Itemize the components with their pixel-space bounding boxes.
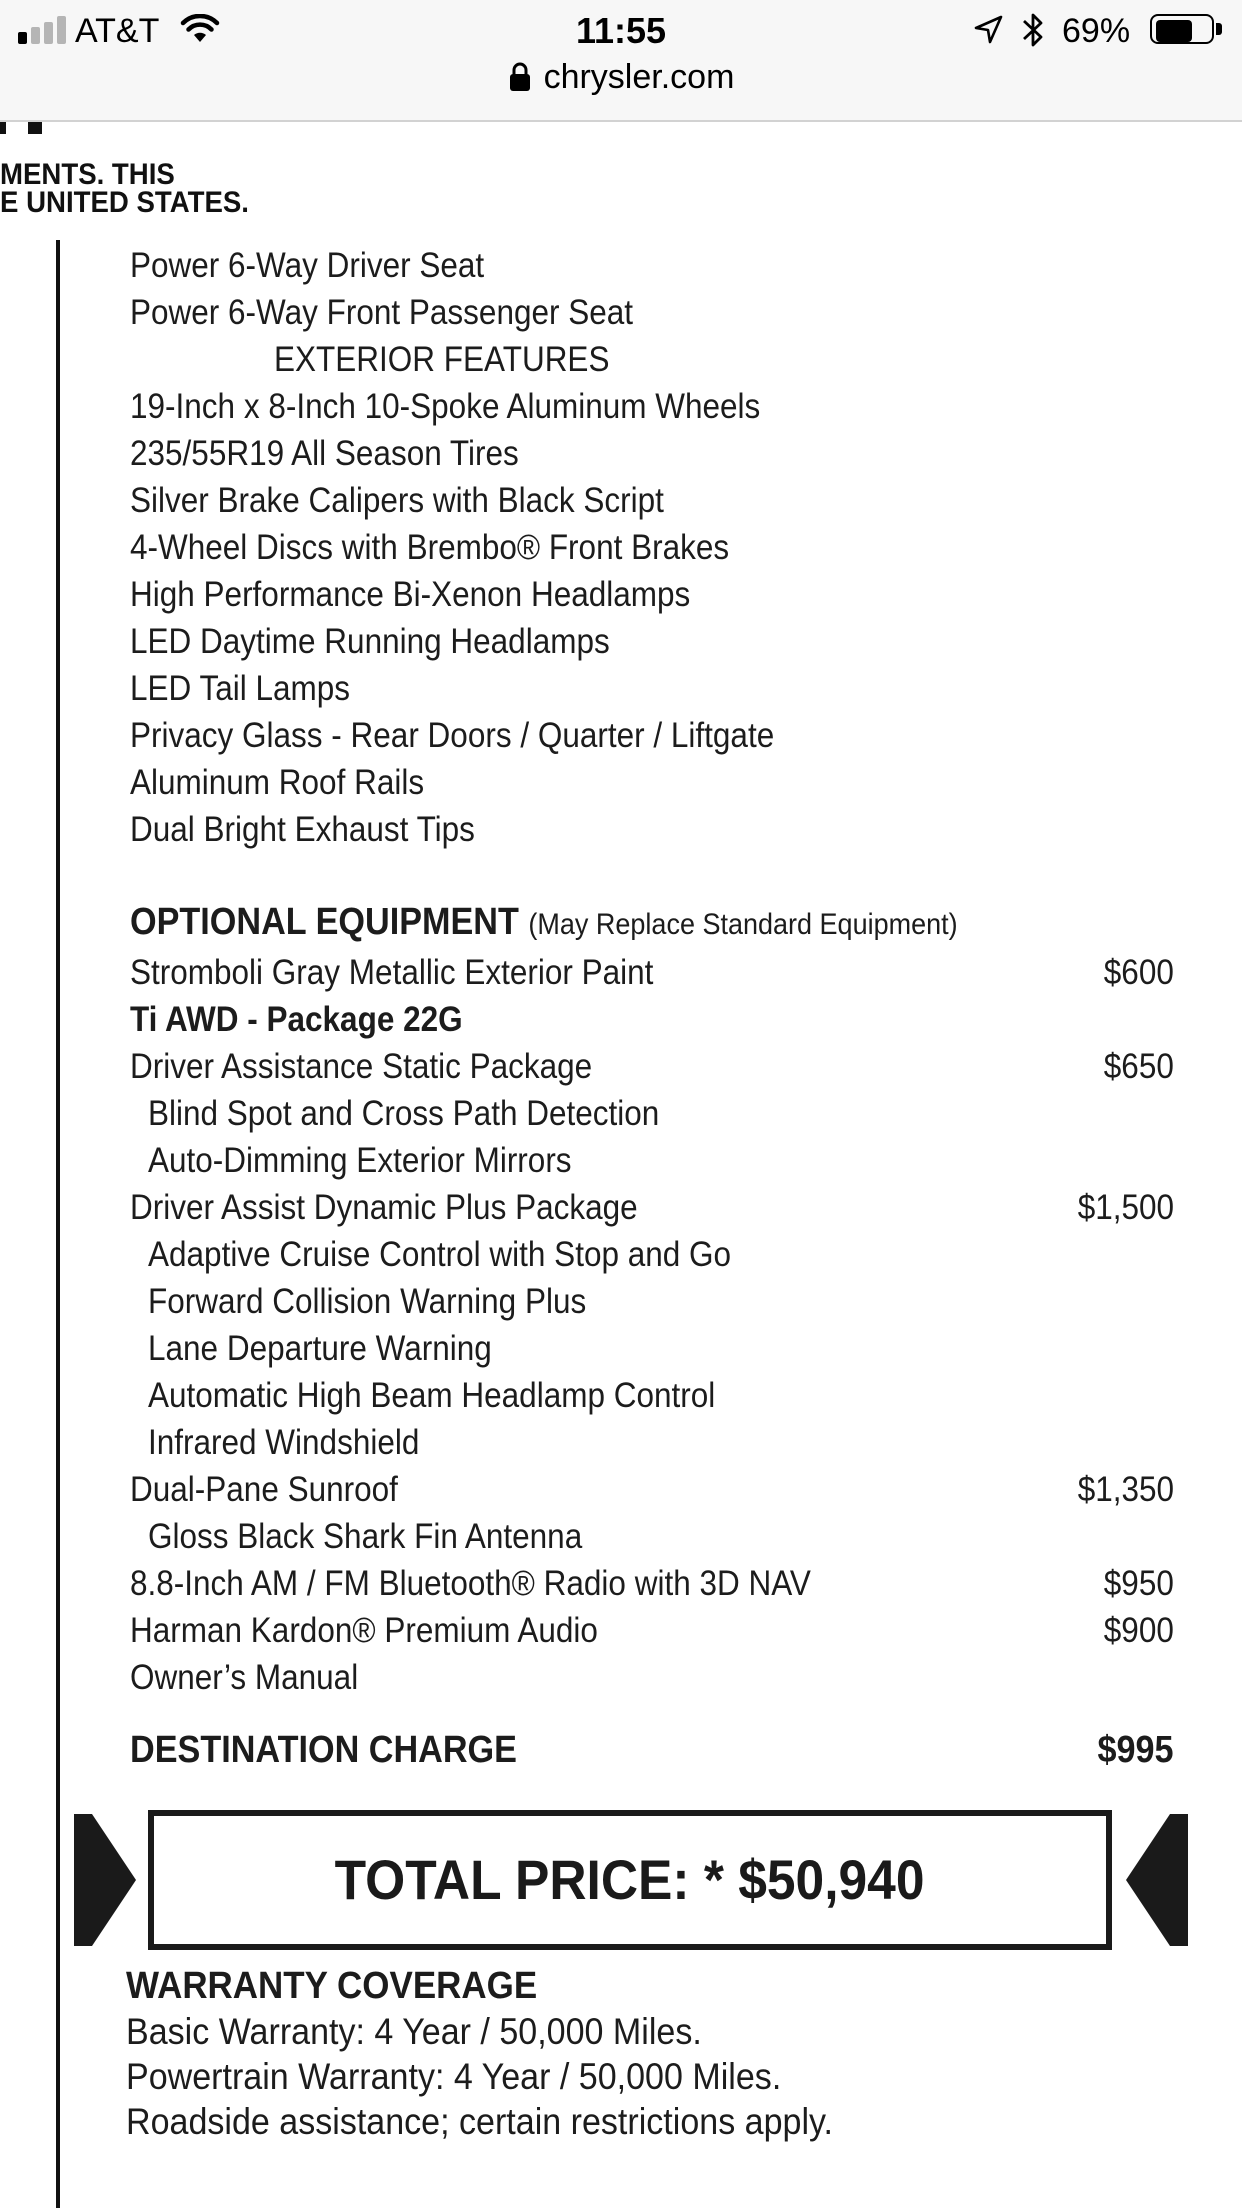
address-bar[interactable] xyxy=(0,58,1242,104)
option-line: Dual-Pane Sunroof xyxy=(130,1470,398,1509)
feature-line: Power 6-Way Driver Seat xyxy=(130,246,485,285)
option-line: Harman Kardon® Premium Audio xyxy=(130,1611,598,1650)
total-price-box xyxy=(148,1810,1112,1950)
option-price: $900 xyxy=(1103,1611,1174,1650)
option-subline: Adaptive Cruise Control with Stop and Go xyxy=(148,1235,732,1274)
feature-line: LED Daytime Running Headlamps xyxy=(130,622,610,661)
destination-charge-price: $995 xyxy=(1097,1729,1174,1771)
feature-line: 4-Wheel Discs with Brembo® Front Brakes xyxy=(130,528,730,567)
total-price: TOTAL PRICE: * $50,940 xyxy=(335,1848,925,1911)
browser-chrome xyxy=(0,0,1242,122)
destination-charge-label: DESTINATION CHARGE xyxy=(130,1729,517,1771)
option-line: Stromboli Gray Metallic Exterior Paint xyxy=(130,953,654,992)
package-heading: Ti AWD - Package 22G xyxy=(130,1000,463,1039)
feature-line: Dual Bright Exhaust Tips xyxy=(130,810,475,849)
option-line: Owner’s Manual xyxy=(130,1658,359,1697)
battery-fill xyxy=(1156,20,1192,42)
option-line: Driver Assist Dynamic Plus Package xyxy=(130,1188,638,1227)
option-subline: Forward Collision Warning Plus xyxy=(148,1282,587,1321)
feature-line: 235/55R19 All Season Tires xyxy=(130,434,519,473)
section-heading-optional xyxy=(130,902,958,945)
option-price: $650 xyxy=(1103,1047,1174,1086)
left-border-rule xyxy=(56,240,60,2208)
option-subline: Lane Departure Warning xyxy=(148,1329,492,1368)
option-price: $1,350 xyxy=(1077,1470,1174,1509)
option-price: $600 xyxy=(1103,953,1174,992)
cut-header-line: E UNITED STATES. xyxy=(0,186,249,219)
feature-line: Silver Brake Calipers with Black Script xyxy=(130,481,664,520)
option-subline: Infrared Windshield xyxy=(148,1423,420,1462)
option-price: $1,500 xyxy=(1077,1188,1174,1227)
option-subline: Blind Spot and Cross Path Detection xyxy=(148,1094,660,1133)
feature-line: 19-Inch x 8-Inch 10-Spoke Aluminum Wheels xyxy=(130,387,761,426)
option-price: $950 xyxy=(1103,1564,1174,1603)
lock-icon xyxy=(508,62,532,92)
feature-line: LED Tail Lamps xyxy=(130,669,351,708)
cut-off-heading-fragment xyxy=(0,122,44,134)
carrier-name: AT&T xyxy=(75,12,160,50)
feature-line: Privacy Glass - Rear Doors / Quarter / Liftgate xyxy=(130,716,775,755)
left-pointing-arrow-icon xyxy=(1126,1814,1188,1946)
feature-line: Power 6-Way Front Passenger Seat xyxy=(130,293,634,332)
option-subline: Auto-Dimming Exterior Mirrors xyxy=(148,1141,572,1180)
bluetooth-icon xyxy=(1020,11,1046,49)
optional-subheading: (May Replace Standard Equipment) xyxy=(528,908,958,941)
right-pointing-arrow-icon xyxy=(74,1814,136,1946)
option-subline: Automatic High Beam Headlamp Control xyxy=(148,1376,716,1415)
status-bar xyxy=(0,0,1242,62)
feature-line: High Performance Bi-Xenon Headlamps xyxy=(130,575,691,614)
clock: 11:55 xyxy=(575,10,667,51)
optional-heading-text: OPTIONAL EQUIPMENT xyxy=(130,901,519,943)
warranty-line: Roadside assistance; certain restrictions apply. xyxy=(126,2101,833,2142)
window-sticker xyxy=(0,122,1242,2208)
cut-header-line: MENTS. THIS xyxy=(0,158,175,191)
warranty-line: Powertrain Warranty: 4 Year / 50,000 Miles. xyxy=(126,2056,782,2097)
battery-icon xyxy=(1150,14,1226,48)
feature-line: Aluminum Roof Rails xyxy=(130,763,425,802)
warranty-line: Basic Warranty: 4 Year / 50,000 Miles. xyxy=(126,2011,702,2052)
warranty-heading: WARRANTY COVERAGE xyxy=(126,1965,538,2007)
section-heading-exterior: EXTERIOR FEATURES xyxy=(274,340,610,379)
option-line: 8.8-Inch AM / FM Bluetooth® Radio with 3D NAV xyxy=(130,1564,811,1603)
option-subline: Gloss Black Shark Fin Antenna xyxy=(148,1517,583,1556)
location-arrow-icon xyxy=(972,14,1004,46)
option-line: Driver Assistance Static Package xyxy=(130,1047,593,1086)
battery-percent: 69% xyxy=(1062,12,1131,50)
url-domain: chrysler.com xyxy=(543,58,735,96)
